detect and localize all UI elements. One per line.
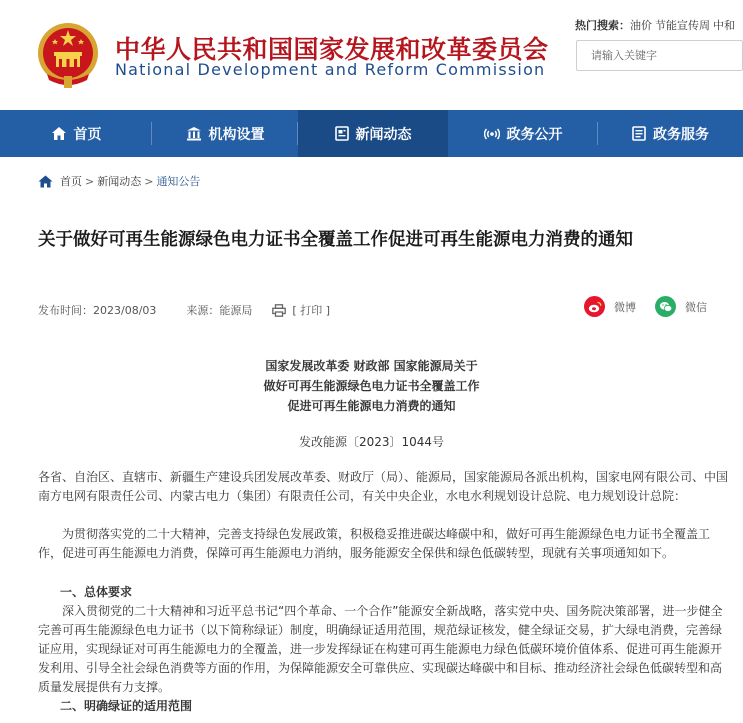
article-title: 关于做好可再生能源绿色电力证书全覆盖工作促进可再生能源电力消费的通知: [38, 230, 633, 250]
nav-item-organization[interactable]: [152, 110, 298, 157]
nav-item-home[interactable]: [0, 110, 152, 157]
nav-label: 新闻动态: [355, 126, 412, 143]
nav-label: 政务公开: [506, 126, 563, 143]
nav-item-news[interactable]: [298, 110, 448, 157]
print-button[interactable]: [272, 302, 330, 318]
broadcast-icon: [484, 126, 500, 141]
home-icon[interactable]: [38, 175, 53, 188]
hot-searches: [575, 17, 738, 33]
weibo-icon: [584, 296, 605, 317]
print-label: [ 打印 ]: [292, 304, 330, 317]
site-header: [0, 0, 743, 110]
hot-search-link[interactable]: 中和: [713, 19, 735, 32]
breadcrumb-separator: >: [85, 174, 95, 188]
breadcrumb-link[interactable]: 新闻动态: [97, 175, 142, 188]
site-title-cn[interactable]: 中华人民共和国国家发展和改革委员会: [115, 35, 549, 64]
building-icon: [186, 126, 202, 141]
share-weibo-button[interactable]: [584, 296, 636, 317]
share-weixin-button[interactable]: [655, 296, 707, 317]
nav-label: 机构设置: [208, 126, 265, 143]
nav-item-gov-services[interactable]: [598, 110, 743, 157]
recipients-paragraph: 各省、自治区、直辖市、新疆生产建设兵团发展改革委、财政厅（局）、能源局，国家能源局各派出机构，国家电网有限公司、中国南方电网有限责任公司、内蒙古电力（集团）有限责任公司，有关中央企业，水电水利规划设计总院、电力规划设计总院：: [38, 470, 729, 503]
document-number: 发改能源〔2023〕1044号: [298, 435, 445, 449]
site-title-en[interactable]: National Development and Reform Commission: [115, 60, 546, 79]
national-emblem-icon[interactable]: [37, 22, 99, 88]
source-value: 能源局: [219, 304, 253, 317]
breadcrumb-separator: >: [144, 174, 154, 188]
document-header-line: 国家发展改革委 财政部 国家能源局关于: [265, 359, 478, 373]
share-weixin-label: 微信: [685, 300, 707, 314]
news-icon: [335, 126, 349, 141]
nav-label: 政务服务: [653, 126, 709, 143]
hot-search-link[interactable]: 油价: [630, 19, 652, 32]
intro-paragraph: 为贯彻落实党的二十大精神，完善支持绿色发展政策，积极稳妥推进碳达峰碳中和，做好可再生能源绿色电力证书全覆盖工作，促进可再生能源电力消费，保障可再生能源电力消纳，服务能源安全保供和绿色低碳转型，现就有关事项通知如下。: [38, 527, 711, 560]
hot-searches-label: 热门搜索：: [575, 19, 630, 32]
document-header-line: 做好可再生能源绿色电力证书全覆盖工作: [263, 379, 480, 393]
weixin-icon: [655, 296, 676, 317]
home-icon: [51, 126, 67, 141]
search-box: [576, 40, 743, 71]
hot-search-link[interactable]: 节能宣传周: [655, 19, 710, 32]
share-weibo-label: 微博: [614, 300, 636, 314]
publish-date: 2023/08/03: [93, 303, 157, 317]
publish-time-label: 发布时间：: [38, 304, 93, 317]
nav-label: 首页: [73, 126, 102, 143]
nav-item-gov-affairs[interactable]: [448, 110, 598, 157]
breadcrumb: [38, 173, 200, 189]
search-input[interactable]: [577, 41, 742, 70]
printer-icon: [272, 304, 286, 317]
section-paragraph: 深入贯彻党的二十大精神和习近平总书记“四个革命、一个合作”能源安全新战略，落实党中央、国务院决策部署，进一步健全完善可再生能源绿色电力证书（以下简称绿证）制度，明确绿证适用范围，规范绿证核发，健全绿证交易，扩大绿电消费，完善绿证应用，实现绿证对可再生能源电力的全覆盖，进一步发挥绿证在构建可再生能源电力绿色低碳环境价值体系、促进可再生能源开发利用、引导全社会绿色消费等方面的作用，为保障能源安全可靠供应、实现碳达峰碳中和目标、推动经济社会绿色低碳转型和高质量发展提供有力支撑。: [38, 604, 723, 694]
section-heading: 二、明确绿证的适用范围: [60, 699, 193, 713]
document-header: [0, 356, 743, 416]
document-header-line: 促进可再生能源电力消费的通知: [287, 399, 456, 413]
section-heading: 一、总体要求: [60, 585, 133, 599]
source-label: 来源：: [186, 304, 220, 317]
article-meta: [38, 302, 330, 318]
main-nav: [0, 110, 743, 157]
breadcrumb-link[interactable]: 首页: [60, 175, 82, 188]
breadcrumb-current[interactable]: 通知公告: [156, 175, 201, 188]
service-icon: [632, 126, 646, 141]
